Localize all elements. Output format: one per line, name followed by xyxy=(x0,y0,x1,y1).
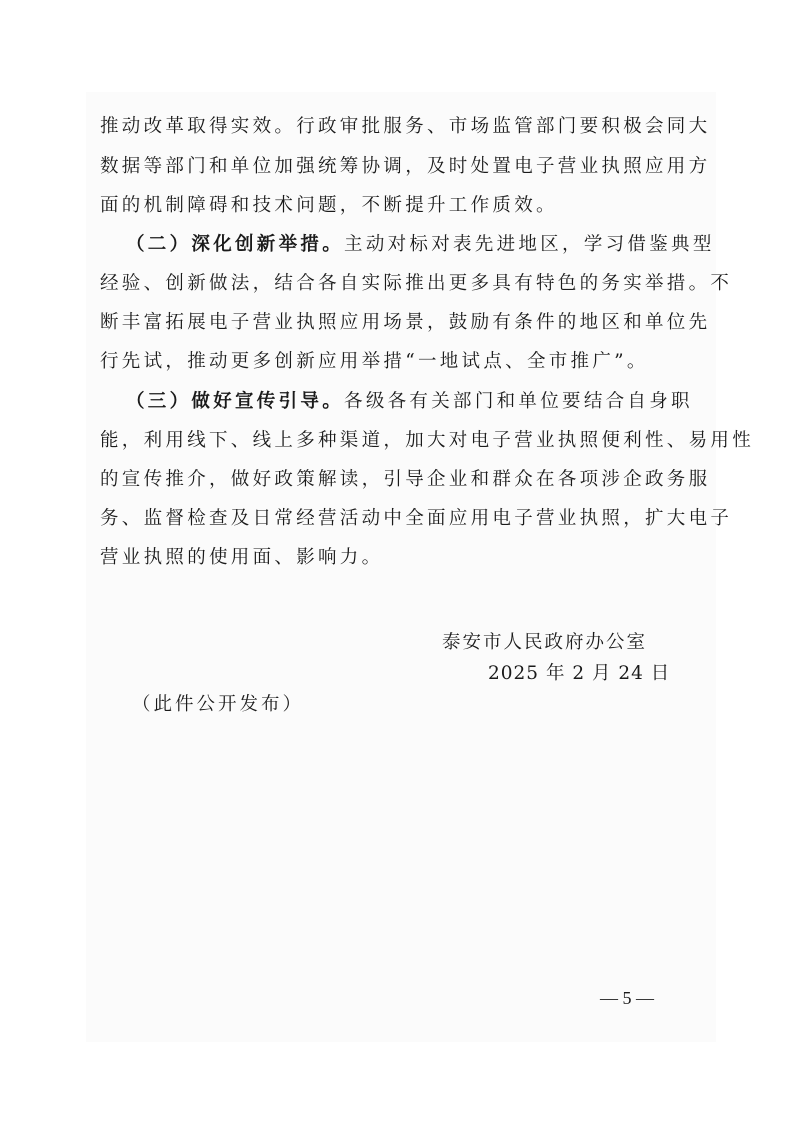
para2-line-1 xyxy=(126,232,726,258)
para3-line-1 xyxy=(126,389,726,415)
para3-heading: （三）做好宣传引导。 xyxy=(126,391,345,412)
para3-line-4: 务、监督检查及日常经营活动中全面应用电子营业执照，扩大电子 xyxy=(100,508,733,529)
issuer-organization: 泰安市人民政府办公室 xyxy=(442,632,648,653)
para1-line-2: 数据等部门和单位加强统筹协调，及时处置电子营业执照应用方 xyxy=(100,156,711,177)
para3-line-5: 营业执照的使用面、影响力。 xyxy=(100,547,384,568)
publication-note: （此件公开发布） xyxy=(132,694,305,715)
para2-line-4: 行先试，推动更多创新应用举措“一地试点、全市推广”。 xyxy=(100,351,649,372)
para2-line-3: 断丰富拓展电子营业执照应用场景，鼓励有条件的地区和单位先 xyxy=(100,312,711,333)
para1-line-1: 推动改革取得实效。行政审批服务、市场监管部门要积极会同大 xyxy=(100,116,711,137)
para3-first-rest: 各级各有关部门和单位要结合自身职 xyxy=(344,391,693,412)
page-number: — 5 — xyxy=(600,988,654,1008)
para2-first-rest: 主动对标对表先进地区，学习借鉴典型 xyxy=(344,234,715,255)
para3-line-3: 的宣传推介，做好政策解读，引导企业和群众在各项涉企政务服 xyxy=(100,469,711,490)
para2-heading: （二）深化创新举措。 xyxy=(126,234,345,255)
para3-line-2: 能，利用线下、线上多种渠道，加大对电子营业执照便利性、易用性 xyxy=(100,430,755,451)
para1-line-3: 面的机制障碍和技术问题，不断提升工作质效。 xyxy=(100,195,558,216)
para2-line-2: 经验、创新做法，结合各自实际推出更多具有特色的务实举措。不 xyxy=(100,273,733,294)
issue-date: 2025 年 2 月 24 日 xyxy=(488,663,671,684)
